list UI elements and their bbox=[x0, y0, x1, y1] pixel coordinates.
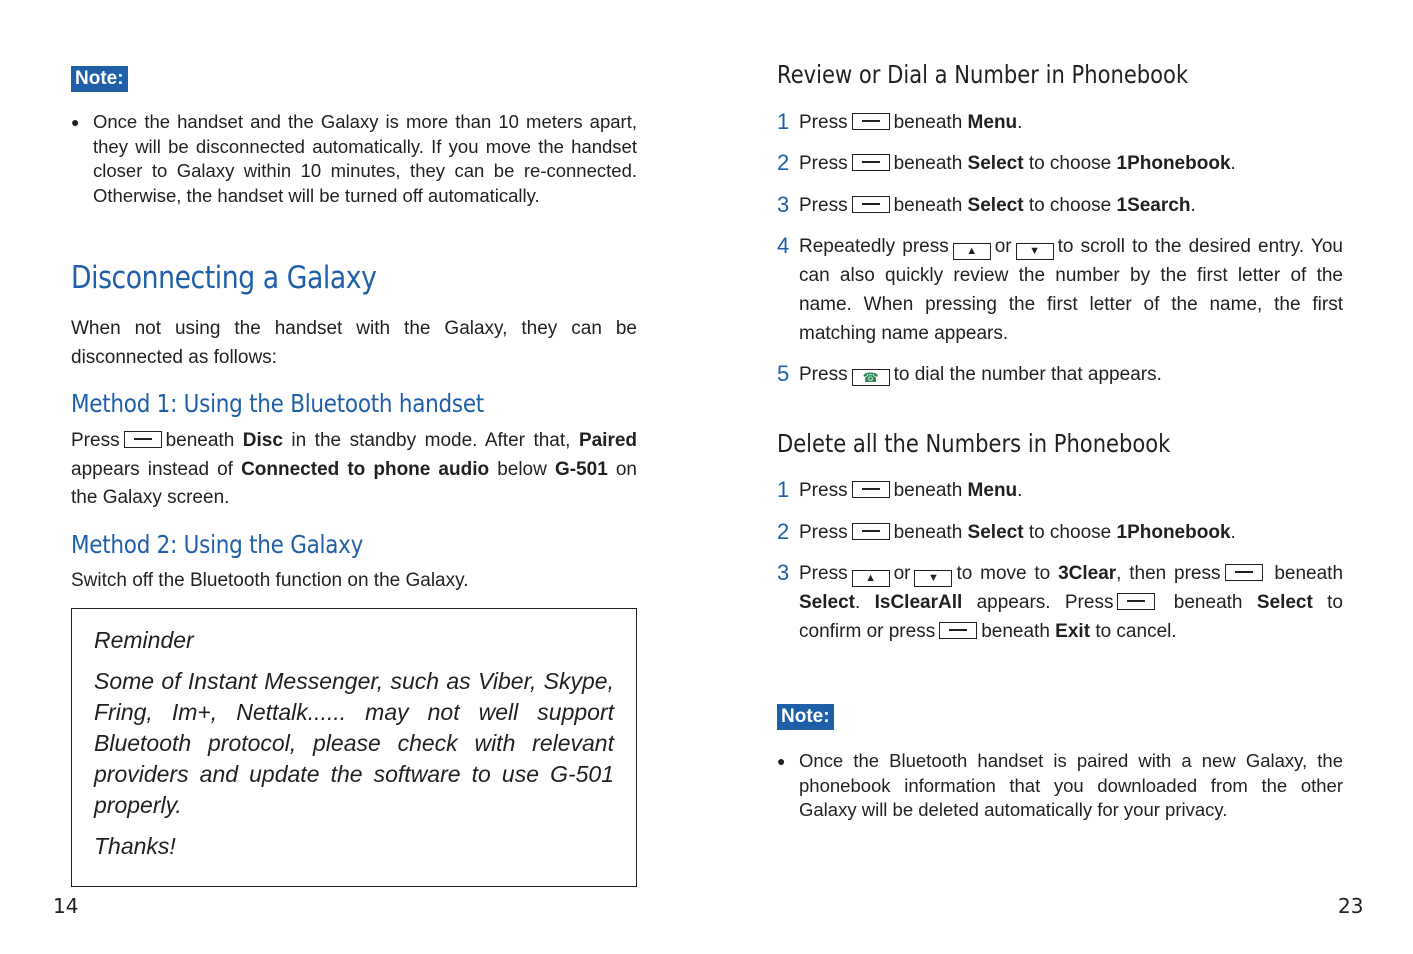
review-step-4: 4 Repeatedly press ▲ or ▼ to scroll to the desired entry. You can also quickly review the number by the first letter of the name. When pressing the first letter of the name, the first matching name appears. bbox=[777, 233, 1343, 344]
page-number-right: 23 bbox=[1338, 894, 1364, 918]
intro-text: When not using the handset with the Galaxy, they can be disconnected as follows: bbox=[71, 318, 637, 368]
method1-text: Press beneath Disc in the standby mode. After that, Paired appears instead of Connected to phone audio below G-501 on the Galaxy screen. bbox=[71, 430, 638, 508]
bullet-icon: ● bbox=[777, 753, 786, 769]
up-arrow-key-icon: ▲ bbox=[953, 243, 991, 260]
soft-key-dash-icon bbox=[852, 481, 890, 498]
soft-key-dash-icon bbox=[852, 196, 890, 213]
up-arrow-key-icon: ▲ bbox=[852, 570, 890, 587]
note-bullet-right bbox=[777, 749, 1343, 823]
reminder-thanks: Thanks! bbox=[94, 833, 176, 859]
review-step-2: 2 Press beneath Select to choose 1Phonebook. bbox=[777, 150, 1236, 175]
note-badge: Note: bbox=[71, 66, 128, 92]
note-badge-right: Note: bbox=[777, 704, 834, 730]
method1-heading: Method 1: Using the Bluetooth handset bbox=[71, 389, 484, 418]
review-step-3: 3 Press beneath Select to choose 1Search. bbox=[777, 192, 1196, 217]
reminder-box bbox=[71, 608, 637, 887]
down-arrow-key-icon: ▼ bbox=[914, 570, 952, 587]
delete-step-3: 3 Press ▲ or ▼ to move to 3Clear, then press beneath Select. IsClearAll appears. Press beneath Select to confirm or press beneath Exit to cancel. bbox=[777, 560, 1344, 642]
soft-key-dash-icon bbox=[124, 431, 162, 448]
note-text-right: Once the Bluetooth handset is paired with a new Galaxy, the phonebook information that you downloaded from the other Galaxy will be deleted automatically for your privacy. bbox=[799, 750, 1343, 820]
soft-key-dash-icon bbox=[939, 622, 977, 639]
method2-text: Switch off the Bluetooth function on the Galaxy. bbox=[71, 570, 469, 591]
call-key-icon: ☎ bbox=[852, 369, 890, 386]
reminder-body: Some of Instant Messenger, such as Viber, Skype, Fring, Im+, Nettalk...... may not well support Bluetooth protocol, please check with relevant providers and update the software to use G-501 properly. bbox=[94, 668, 614, 818]
review-step-5: 5 Press ☎ to dial the number that appears. bbox=[777, 361, 1162, 386]
soft-key-dash-icon bbox=[852, 113, 890, 130]
phonebook-delete-heading: Delete all the Numbers in Phonebook bbox=[777, 429, 1171, 458]
note-bullet bbox=[71, 110, 637, 208]
delete-step-2: 2 Press beneath Select to choose 1Phonebook. bbox=[777, 519, 1236, 544]
soft-key-dash-icon bbox=[852, 154, 890, 171]
down-arrow-key-icon: ▼ bbox=[1016, 243, 1054, 260]
note-text: Once the handset and the Galaxy is more than 10 meters apart, they will be disconnected automatically. If you move the handset closer to Galaxy within 10 minutes, they can be re-connected. Otherwise, the handset will be turned off automatically. bbox=[93, 111, 637, 206]
page-number-left: 14 bbox=[53, 894, 79, 918]
soft-key-dash-icon bbox=[1225, 564, 1263, 581]
reminder-title: Reminder bbox=[94, 627, 194, 653]
soft-key-dash-icon bbox=[852, 523, 890, 540]
bullet-icon: ● bbox=[71, 114, 80, 130]
soft-key-dash-icon bbox=[1117, 593, 1155, 610]
review-step-1: 1 Press beneath Menu. bbox=[777, 109, 1023, 134]
method2-heading: Method 2: Using the Galaxy bbox=[71, 530, 364, 559]
delete-step-1: 1 Press beneath Menu. bbox=[777, 477, 1023, 502]
section-heading: Disconnecting a Galaxy bbox=[71, 260, 377, 296]
phonebook-review-heading: Review or Dial a Number in Phonebook bbox=[777, 60, 1189, 89]
